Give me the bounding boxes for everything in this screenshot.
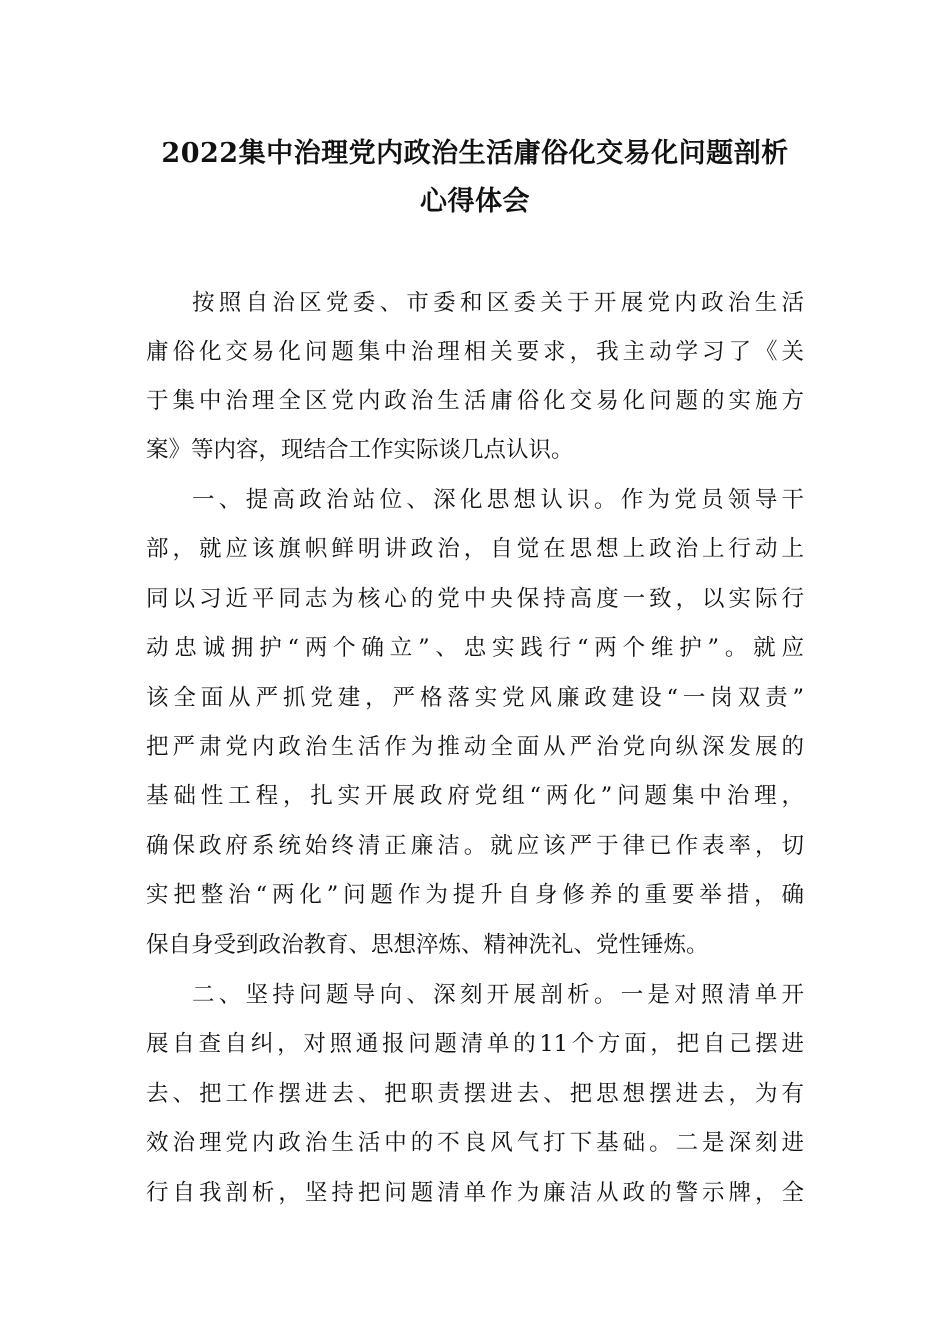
paragraph-line: 该全面从严抓党建，严格落实党风廉政建设“一岗双责” <box>146 685 804 711</box>
paragraph-line: 保自身受到政治教育、思想淬炼、精神洗礼、党性锤炼。 <box>146 932 709 958</box>
paragraph-line: 案》等内容，现结合工作实际谈几点认识。 <box>146 437 574 463</box>
paragraph-line: 二、坚持问题导向、深刻开展剖析。一是对照清单开 <box>192 982 804 1008</box>
paragraph-line: 动忠诚拥护“两个确立”、忠实践行“两个维护”。就应 <box>146 635 804 661</box>
paragraph-line: 去、把工作摆进去、把职责摆进去、把思想摆进去，为有 <box>146 1081 804 1107</box>
paragraph-line: 展自查自纠，对照通报问题清单的11个方面，把自己摆进 <box>146 1031 804 1057</box>
paragraph-line: 效治理党内政治生活中的不良风气打下基础。二是深刻进 <box>146 1130 804 1156</box>
document-title-line-1: 2022集中治理党内政治生活庸俗化交易化问题剖析 <box>161 138 789 169</box>
paragraph-line: 部，就应该旗帜鲜明讲政治，自觉在思想上政治上行动上 <box>146 536 804 562</box>
document-title-line-2: 心得体会 <box>420 186 530 217</box>
paragraph-line: 于集中治理全区党内政治生活庸俗化交易化问题的实施方 <box>146 388 804 414</box>
paragraph-line: 确保政府系统始终清正廉洁。就应该严于律已作表率，切 <box>146 833 804 859</box>
paragraph-line: 按照自治区党委、市委和区委关于开展党内政治生活 <box>192 290 804 316</box>
paragraph-line: 庸俗化交易化问题集中治理相关要求，我主动学习了《关 <box>146 339 804 365</box>
paragraph-line: 把严肃党内政治生活作为推动全面从严治党向纵深发展的 <box>146 734 804 760</box>
paragraph-line: 基础性工程，扎实开展政府党组“两化”问题集中治理， <box>146 783 804 809</box>
paragraph-line: 同以习近平同志为核心的党中央保持高度一致，以实际行 <box>146 586 804 612</box>
paragraph-line: 行自我剖析，坚持把问题清单作为廉洁从政的警示牌，全 <box>146 1180 804 1206</box>
paragraph-line: 实把整治“两化”问题作为提升自身修养的重要举措，确 <box>146 882 804 908</box>
paragraph-line: 一、提高政治站位、深化思想认识。作为党员领导干 <box>192 487 804 513</box>
